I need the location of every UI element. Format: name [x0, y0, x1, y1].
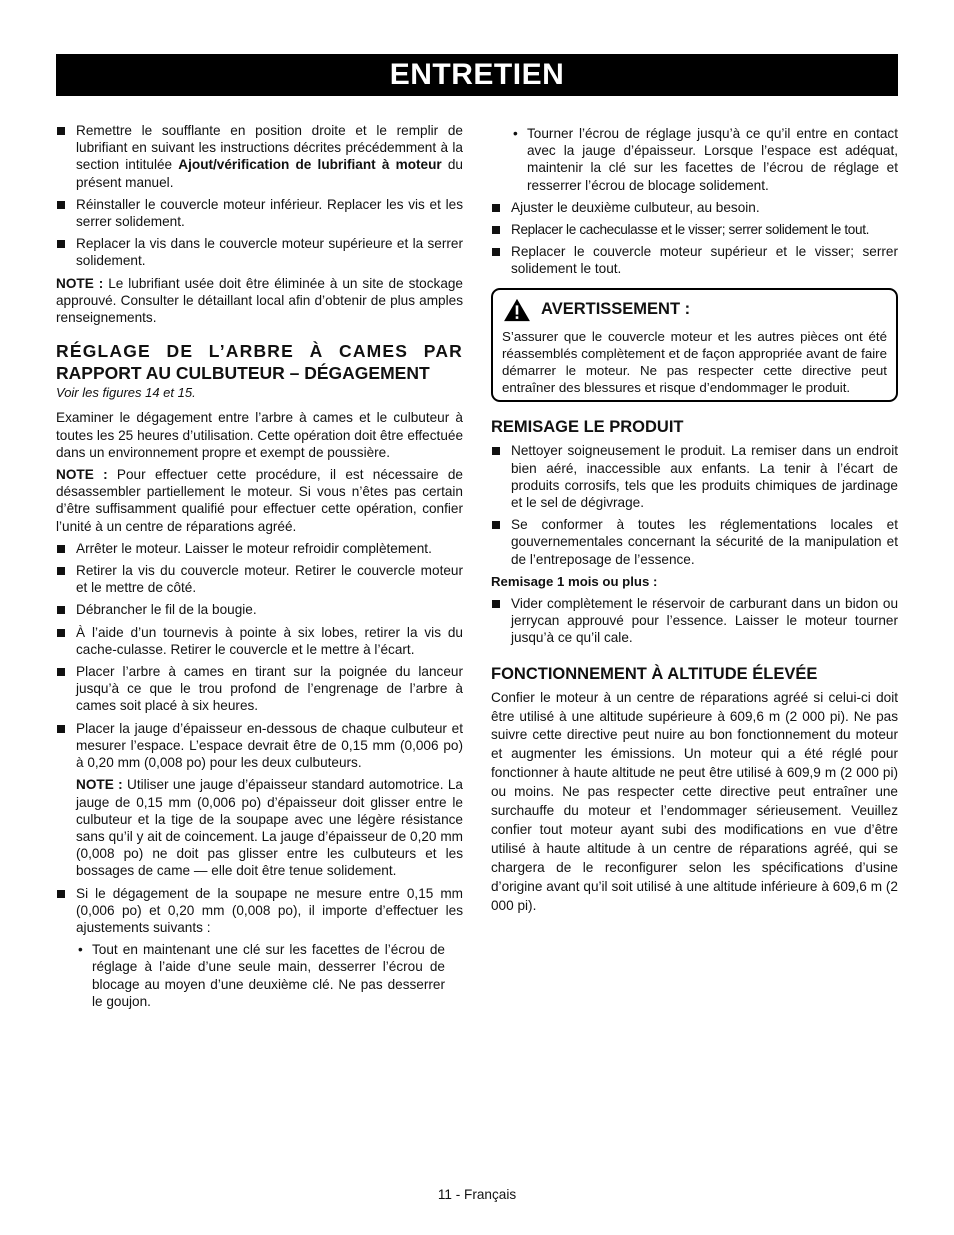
list-item: Retirer la vis du couvercle moteur. Retirer le couvercle moteur et le mettre de côté. [56, 562, 463, 596]
list-item: Placer la jauge d’épaisseur en-dessous de chaque culbuteur et mesurer l’espace. L’espace devrait être de 0,15 mm (0,006 po) à 0,20 mm (0,008 po) pour les deux culbuteurs. NOTE : Utiliser une jauge d’épaisseur standard automotrice. La jauge de 0,15 mm (0,006 po) d’épaisseur doit glisser entre le culbuteur et la tige de la soupape avec une légère résistance sans qu’il y ait de coincement. La jauge d’épaisseur de 0,20 mm (0,008 po) ne doit pas glisser entre les culbuteurs et les bossages de came — elle doit être tenue solidement. [56, 720, 463, 880]
list-item: Débrancher le fil de la bougie. [56, 601, 463, 618]
reassembly-list [56, 122, 463, 270]
list-item: Se conformer à toutes les réglementations locales et gouvernementales concernant la sécurité de la manipulation et de l’entreposage de l’essence. [491, 516, 898, 568]
warning-header [502, 298, 887, 322]
list-item: Ajuster le deuxième culbuteur, au besoin. [491, 199, 898, 216]
section-heading-line2: RAPPORT AU CULBUTEUR – DÉGAGEMENT [56, 363, 430, 384]
list-item: Replacer le cacheculasse et le visser; serrer solidement le tout. [491, 221, 898, 238]
altitude-paragraph: Confier le moteur à un centre de réparations agréé si celui-ci doit être utilisé à une altitude supérieure à 609,6 m (2 000 pi). Ne pas suivre cette directive peut nuire au bon fonctionnement du moteur et augmenter les émissions. Un moteur qui a été réglé pour fonctionner à haute altitude ne peut être utilisé à 609,9 m (2 000 pi) ou moins. Ne pas respecter cette directive peut entraîner une surchauffe du moteur et l’endommager sérieusement. Veuillez confier tout moteur ayant subi des modifications en vue d’être utilisé à haute altitude à un centre de réparations agréé, qui se chargera de le reconfigurer selon les spécifications d’usine d’origine avant qu’il soit utilisé à une altitude inférieure à 609,6 m (2 000 pi). [491, 689, 898, 913]
list-item: À l’aide d’un tournevis à pointe à six lobes, retirer la vis du cache-culasse. Retirer le couvercle et le mettre à l’écart. [56, 624, 463, 658]
page-number: 11 - Français [437, 1187, 517, 1202]
warning-title: AVERTISSEMENT : [541, 300, 691, 319]
sub-list-item: • Tourner l’écrou de réglage jusqu’à ce qu’il entre en contact avec la jauge d’épaisseur. Lorsque l’espace est adéquat, maintenir la clé sur les facettes de l’écrou de réglage et resserrer l’écrou de blocage solidement. [491, 125, 898, 194]
warning-text: S’assurer que le couvercle moteur et les autres pièces ont été réassemblés complètement et de façon appropriée avant de faire démarrer le moteur. Ne pas respecter cette directive peut entraîner des blessures et risque d’endommager le produit. [502, 328, 887, 396]
storage-month-list [491, 595, 898, 647]
adjust-sublist [56, 941, 463, 1010]
procedure-list [56, 540, 463, 936]
storage-list [491, 442, 898, 567]
list-item: Réinstaller le couvercle moteur inférieur. Replacer les vis et les serrer solidement. [56, 196, 463, 230]
left-column [56, 122, 463, 1015]
page-title-banner: ENTRETIEN [56, 54, 898, 96]
section-heading-line1: RÉGLAGE DE L’ARBRE À CAMES PAR [56, 341, 463, 362]
storage-subheading: Remisage 1 mois ou plus : [491, 573, 658, 589]
procedure-list-continued [491, 199, 898, 278]
warning-triangle-icon [502, 298, 532, 322]
note-paragraph: NOTE : Pour effectuer cette procédure, il est nécessaire de désassembler partiellement le moteur. Si vous n’êtes pas certain d’être suffisamment qualifié pour effectuer cette opération, confier l’unité à un centre de réparations agréé. [56, 467, 463, 534]
altitude-heading: FONCTIONNEMENT À ALTITUDE ÉLEVÉE [491, 664, 818, 683]
list-item: Vider complètement le réservoir de carburant dans un bidon ou jerrycan approuvé pour l’essence. Laisser le moteur tourner jusqu’à ce qu’il cale. [491, 595, 898, 647]
sub-list-item: • Tout en maintenant une clé sur les facettes de l’écrou de réglage à l’aide d’une seule main, desserrer l’écrou de blocage au moyen d’une deuxième clé. Ne pas desserrer le goujon. [56, 941, 463, 1010]
list-item: Replacer le couvercle moteur supérieur et le visser; serrer solidement le tout. [491, 243, 898, 277]
adjust-sublist-continued [491, 125, 898, 194]
note-paragraph: NOTE : Le lubrifiant usée doit être éliminée à un site de stockage approuvé. Consulter le détaillant local afin d’obtenir de plus amples renseignements. [56, 275, 463, 326]
storage-heading: REMISAGE LE PRODUIT [491, 418, 684, 437]
intro-paragraph: Examiner le dégagement entre l’arbre à cames et le culbuteur à toutes les 25 heures d’utilisation. Cette opération doit être effectuée dans un environnement propre et exempt de poussière. [56, 410, 463, 460]
figure-reference: Voir les figures 14 et 15. [56, 385, 196, 401]
list-item: Replacer la vis dans le couvercle moteur supérieure et la serrer solidement. [56, 235, 463, 269]
list-item: Placer l’arbre à cames en tirant sur la poignée du lanceur jusqu’à ce que le trou profond de l’engrenage de l’arbre à cames soit placé à six heures. [56, 663, 463, 715]
list-item: Arrêter le moteur. Laisser le moteur refroidir complètement. [56, 540, 463, 557]
list-item: Nettoyer soigneusement le produit. La remiser dans un endroit bien aéré, inaccessible aux enfants. La tenir à l’écart de produits corrosifs, tels que les produits chimiques de jardinage et le sel de dégivrage. [491, 442, 898, 511]
list-item: Si le dégagement de la soupape ne mesure entre 0,15 mm (0,006 po) et 0,20 mm (0,008 po), il importe d’effectuer les ajustements suivants : [56, 885, 463, 937]
warning-box [491, 288, 898, 403]
gauge-note: NOTE : Utiliser une jauge d’épaisseur standard automotrice. La jauge de 0,15 mm (0,006 po) d’épaisseur doit glisser entre le culbuteur et la tige de la soupape avec une légère résistance sans qu’il y ait de coincement. La jauge d’épaisseur de 0,20 mm (0,008 po) ne doit pas glisser entre les culbuteurs et les bossages de came — elle doit être tenue solidement. [76, 777, 463, 879]
right-column [491, 122, 898, 921]
list-item: Remettre le soufflante en position droite et le remplir de lubrifiant en suivant les instructions décrites précédemment à la section intitulée Ajout/vérification de lubrifiant à moteur du présent manuel. [56, 122, 463, 191]
